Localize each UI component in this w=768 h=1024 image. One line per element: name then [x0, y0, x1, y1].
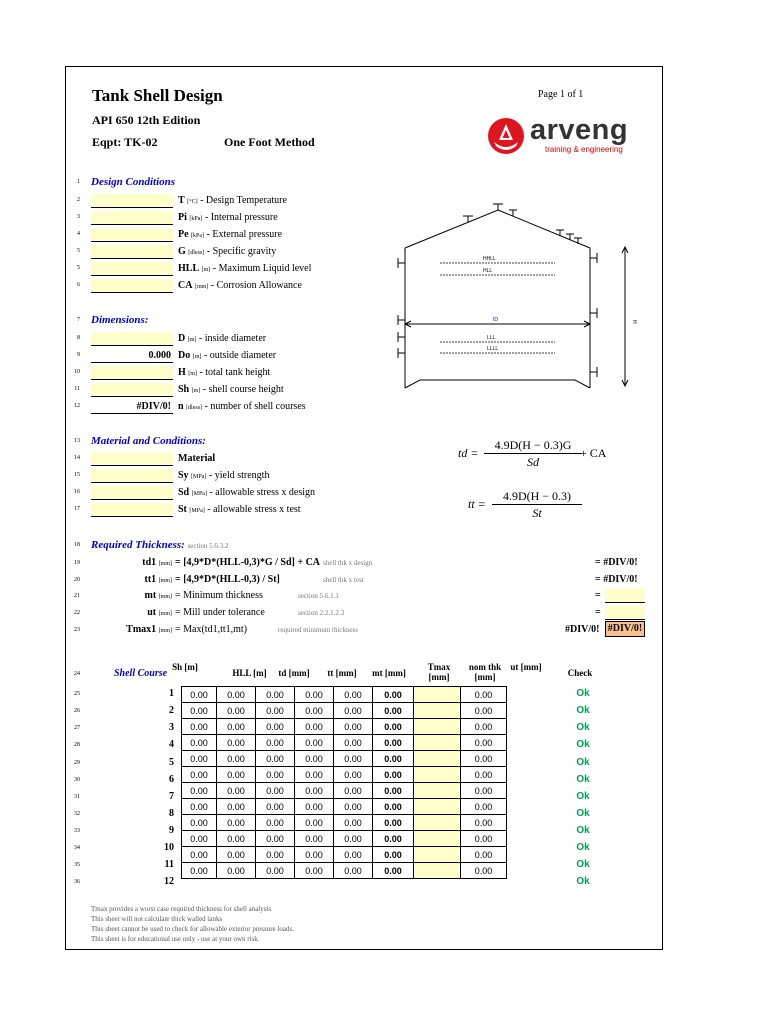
td-formula-numerator: 4.9D(H − 0.3)G — [484, 438, 582, 454]
cell-ut: 0.00 — [461, 719, 507, 735]
cell-ut: 0.00 — [461, 735, 507, 751]
row-number: 9 — [77, 352, 80, 358]
row-number: 35 — [74, 862, 80, 868]
cell-mt: 0.00 — [334, 799, 373, 815]
required-result: = #DIV/0! — [595, 557, 638, 568]
required-result: = — [595, 607, 601, 618]
material-heading: Material and Conditions: — [91, 435, 206, 447]
cell-tt: 0.00 — [295, 815, 334, 831]
required-equation: = Minimum thickness — [175, 590, 263, 601]
row-number: 13 — [74, 438, 80, 444]
table-row — [182, 703, 507, 719]
course-number: 8 — [169, 808, 174, 819]
dimension-input-cell[interactable] — [91, 383, 173, 397]
check-status: Ok — [576, 757, 590, 768]
shell-course-table — [181, 686, 507, 879]
material-input-cell[interactable] — [91, 469, 173, 483]
cell-hll: 0.00 — [217, 735, 256, 751]
row-number: 7 — [77, 317, 80, 323]
course-number: 12 — [164, 876, 174, 887]
cell-ut: 0.00 — [461, 847, 507, 863]
cell-tt: 0.00 — [295, 687, 334, 703]
cell-mt: 0.00 — [334, 815, 373, 831]
required-result: = — [595, 590, 601, 601]
check-status: Ok — [576, 722, 590, 733]
material-label: Sd [MPa] - allowable stress x design — [178, 487, 316, 498]
id-label: ID — [493, 317, 498, 323]
cell-hll: 0.00 — [217, 703, 256, 719]
table-row — [182, 799, 507, 815]
cell-tmax: 0.00 — [373, 847, 414, 863]
row-number: 6 — [77, 282, 80, 288]
column-header: mt [mm] — [372, 668, 406, 678]
dimension-label: Sh [m] - shell course height — [178, 384, 284, 395]
cell-sh: 0.00 — [182, 767, 217, 783]
check-status: Ok — [576, 859, 590, 870]
cell-sh: 0.00 — [182, 815, 217, 831]
course-number: 10 — [164, 842, 174, 853]
cell-ut: 0.00 — [461, 703, 507, 719]
cell-ut: 0.00 — [461, 751, 507, 767]
cell-ut: 0.00 — [461, 831, 507, 847]
course-number: 9 — [169, 825, 174, 836]
method-label: One Foot Method — [224, 135, 315, 149]
table-row — [182, 767, 507, 783]
row-number: 16 — [74, 489, 80, 495]
design-label: G [dless] - Specific gravity — [178, 246, 277, 257]
nom-thk-input-cell[interactable] — [414, 687, 461, 703]
row-number: 23 — [74, 627, 80, 633]
required-equation: = [4,9*D*(HLL-0,3) / St] — [175, 574, 280, 585]
material-label: St [MPa] - allowable stress x test — [178, 504, 301, 515]
design-input-cell[interactable] — [91, 245, 173, 259]
required-symbol: tt1 [mm] — [144, 574, 172, 585]
cell-td: 0.00 — [256, 687, 295, 703]
cell-hll: 0.00 — [217, 863, 256, 879]
shell-course-heading: Shell Course — [114, 668, 168, 679]
course-number: 6 — [169, 774, 174, 785]
nom-thk-input-cell[interactable] — [414, 767, 461, 783]
required-input-cell[interactable] — [605, 605, 645, 620]
llll-label: LLLL — [487, 346, 499, 352]
row-number: 34 — [74, 845, 80, 851]
cell-td: 0.00 — [256, 783, 295, 799]
cell-tt: 0.00 — [295, 735, 334, 751]
row-number: 26 — [74, 708, 80, 714]
cell-sh: 0.00 — [182, 799, 217, 815]
row-number: 33 — [74, 828, 80, 834]
nom-thk-input-cell[interactable] — [414, 735, 461, 751]
cell-tmax: 0.00 — [373, 703, 414, 719]
table-row — [182, 863, 507, 879]
nom-thk-input-cell[interactable] — [414, 847, 461, 863]
dimension-label: D [m] - inside diameter — [178, 333, 267, 344]
cell-td: 0.00 — [256, 703, 295, 719]
cell-tt: 0.00 — [295, 703, 334, 719]
required-note: required minimum thickness — [278, 626, 359, 634]
cell-tmax: 0.00 — [373, 799, 414, 815]
check-status: Ok — [576, 774, 590, 785]
row-number: 32 — [74, 811, 80, 817]
course-number: 1 — [169, 688, 174, 699]
required-equation: = Max(td1,tt1,mt) — [175, 624, 248, 635]
cell-tmax: 0.00 — [373, 783, 414, 799]
cell-tmax: 0.00 — [373, 831, 414, 847]
dimension-input-cell[interactable] — [91, 366, 173, 380]
table-row — [182, 815, 507, 831]
cell-tt: 0.00 — [295, 863, 334, 879]
td-formula-denominator: Sd — [527, 455, 539, 469]
tt-formula-denominator: St — [532, 506, 542, 520]
cell-tmax: 0.00 — [373, 815, 414, 831]
check-status: Ok — [576, 808, 590, 819]
row-number: 19 — [74, 560, 80, 566]
row-number: 3 — [77, 214, 80, 220]
dimension-label: H [m] - total tank height — [178, 367, 271, 378]
cell-td: 0.00 — [256, 863, 295, 879]
row-number: 15 — [74, 472, 80, 478]
check-status: Ok — [576, 842, 590, 853]
edition-label: API 650 12th Edition — [92, 113, 201, 127]
row-number: 17 — [74, 506, 80, 512]
row-number: 21 — [74, 593, 80, 599]
cell-tt: 0.00 — [295, 783, 334, 799]
course-number: 3 — [169, 722, 174, 733]
design-input-cell[interactable] — [91, 194, 173, 208]
cell-td: 0.00 — [256, 847, 295, 863]
dimension-input-cell[interactable]: #DIV/0! — [91, 400, 173, 414]
cell-ut: 0.00 — [461, 799, 507, 815]
cell-td: 0.00 — [256, 799, 295, 815]
cell-tt: 0.00 — [295, 719, 334, 735]
tmax-result-cell[interactable]: #DIV/0! — [605, 621, 645, 637]
tt-formula-lhs: tt = — [468, 497, 486, 511]
td-formula-tail: + CA — [580, 446, 607, 460]
check-status: Ok — [576, 739, 590, 750]
cell-hll: 0.00 — [217, 831, 256, 847]
nom-thk-input-cell[interactable] — [414, 751, 461, 767]
cell-mt: 0.00 — [334, 687, 373, 703]
row-number: 2 — [77, 197, 80, 203]
cell-sh: 0.00 — [182, 687, 217, 703]
h-label: H — [631, 320, 637, 324]
design-input-cell[interactable] — [91, 279, 173, 293]
required-symbol: mt [mm] — [144, 590, 172, 601]
logo-subtitle: training & engineering — [545, 145, 623, 154]
column-header: tt [mm] — [327, 668, 357, 678]
check-status: Ok — [576, 876, 590, 887]
design-label: T [°C] - Design Temperature — [178, 195, 287, 206]
tank-diagram — [390, 200, 640, 395]
nom-thk-input-cell[interactable] — [414, 863, 461, 879]
nom-thk-input-cell[interactable] — [414, 799, 461, 815]
cell-td: 0.00 — [256, 719, 295, 735]
design-label: Pi [kPa] - Internal pressure — [178, 212, 278, 223]
cell-hll: 0.00 — [217, 783, 256, 799]
cell-sh: 0.00 — [182, 831, 217, 847]
row-number: 12 — [74, 403, 80, 409]
course-number: 2 — [169, 705, 174, 716]
design-input-cell[interactable] — [91, 211, 173, 225]
cell-ut: 0.00 — [461, 783, 507, 799]
cell-tt: 0.00 — [295, 799, 334, 815]
required-equation: = [4,9*D*(HLL-0,3)*G / Sd] + CA — [175, 557, 321, 568]
table-row — [182, 831, 507, 847]
dimension-label: n [dless] - number of shell courses — [178, 401, 306, 412]
column-header: Check — [567, 668, 593, 678]
cell-mt: 0.00 — [334, 831, 373, 847]
cell-tt: 0.00 — [295, 767, 334, 783]
row-number: 27 — [74, 725, 80, 731]
hhll-label: HHLL — [483, 256, 496, 262]
cell-sh: 0.00 — [182, 751, 217, 767]
check-status: Ok — [576, 688, 590, 699]
cell-td: 0.00 — [256, 831, 295, 847]
cell-ut: 0.00 — [461, 687, 507, 703]
course-number: 4 — [169, 739, 174, 750]
nom-thk-input-cell[interactable] — [414, 719, 461, 735]
footnote: This sheet is for educational use only - use at your own risk. — [91, 935, 260, 943]
footnote: This sheet cannot be used to check for allowable exterior pressure loads. — [91, 925, 294, 933]
design-label: Pe [kPa] - External pressure — [178, 229, 283, 240]
cell-hll: 0.00 — [217, 719, 256, 735]
check-status: Ok — [576, 791, 590, 802]
nom-thk-input-cell[interactable] — [414, 831, 461, 847]
cell-hll: 0.00 — [217, 847, 256, 863]
cell-mt: 0.00 — [334, 703, 373, 719]
required-note: shell thk x design — [323, 559, 373, 567]
row-number: 1 — [77, 179, 80, 185]
column-header: HLL [m] — [232, 668, 267, 678]
required-note: section 2.2.1.2.3 — [298, 609, 345, 617]
cell-tt: 0.00 — [295, 847, 334, 863]
cell-sh: 0.00 — [182, 703, 217, 719]
required-equation: = Mill under tolerance — [175, 607, 265, 618]
nom-thk-input-cell[interactable] — [414, 815, 461, 831]
column-header: Tmax [mm] — [427, 662, 451, 682]
table-row — [182, 735, 507, 751]
cell-hll: 0.00 — [217, 799, 256, 815]
required-symbol: ut [mm] — [147, 607, 172, 618]
cell-ut: 0.00 — [461, 863, 507, 879]
required-input-cell[interactable] — [605, 588, 645, 603]
cell-sh: 0.00 — [182, 863, 217, 879]
page-number: Page 1 of 1 — [538, 89, 584, 100]
course-number: 7 — [169, 791, 174, 802]
cell-tmax: 0.00 — [373, 767, 414, 783]
footnote: This sheet will not calculate thick walled tanks — [91, 915, 223, 923]
required-symbol: td1 [mm] — [142, 557, 172, 568]
column-header: Sh [m] — [172, 662, 198, 672]
nom-thk-input-cell[interactable] — [414, 703, 461, 719]
design-input-cell[interactable] — [91, 228, 173, 242]
cell-sh: 0.00 — [182, 783, 217, 799]
design-input-cell[interactable] — [91, 262, 173, 276]
cell-hll: 0.00 — [217, 687, 256, 703]
design-conditions-heading: Design Conditions — [91, 176, 176, 188]
hll-label: HLL — [483, 268, 493, 274]
check-status: Ok — [576, 825, 590, 836]
required-note: shell thk x test — [323, 576, 364, 584]
row-number: 24 — [74, 671, 80, 677]
cell-td: 0.00 — [256, 815, 295, 831]
equipment-label: Eqpt: TK-02 — [92, 135, 158, 149]
column-header: nom thk [mm] — [468, 662, 502, 682]
dimension-input-cell[interactable] — [91, 332, 173, 346]
table-row — [182, 847, 507, 863]
row-number: 8 — [77, 335, 80, 341]
cell-tmax: 0.00 — [373, 751, 414, 767]
cell-tmax: 0.00 — [373, 863, 414, 879]
cell-tt: 0.00 — [295, 751, 334, 767]
page-title: Tank Shell Design — [92, 86, 223, 105]
dimensions-heading: Dimensions: — [91, 314, 149, 326]
cell-sh: 0.00 — [182, 735, 217, 751]
design-label: HLL [m] - Maximum Liquid level — [178, 263, 312, 274]
lll-label: LLL — [487, 335, 496, 341]
cell-mt: 0.00 — [334, 847, 373, 863]
cell-tmax: 0.00 — [373, 687, 414, 703]
cell-mt: 0.00 — [334, 783, 373, 799]
required-result: #DIV/0! — [565, 624, 600, 635]
cell-td: 0.00 — [256, 751, 295, 767]
row-number: 25 — [74, 691, 80, 697]
table-row — [182, 687, 507, 703]
row-number: 36 — [74, 879, 80, 885]
arveng-logo-icon — [486, 116, 526, 156]
material-label: Material — [178, 453, 216, 464]
material-label: Sy [MPa] - yield strength — [178, 470, 270, 481]
cell-mt: 0.00 — [334, 735, 373, 751]
cell-td: 0.00 — [256, 767, 295, 783]
dimension-input-cell[interactable]: 0.000 — [91, 349, 173, 363]
row-number: 14 — [74, 455, 80, 461]
table-row — [182, 719, 507, 735]
cell-tmax: 0.00 — [373, 719, 414, 735]
row-number: 18 — [74, 542, 80, 548]
cell-ut: 0.00 — [461, 815, 507, 831]
row-number: 5 — [77, 265, 80, 271]
logo-name: arveng — [530, 114, 629, 146]
material-input-cell[interactable] — [91, 503, 173, 517]
row-number: 29 — [74, 760, 80, 766]
table-row — [182, 751, 507, 767]
column-header: ut [mm] — [510, 662, 542, 672]
cell-sh: 0.00 — [182, 847, 217, 863]
column-header: td [mm] — [278, 668, 310, 678]
cell-td: 0.00 — [256, 735, 295, 751]
cell-hll: 0.00 — [217, 751, 256, 767]
cell-hll: 0.00 — [217, 767, 256, 783]
cell-mt: 0.00 — [334, 719, 373, 735]
course-number: 11 — [164, 859, 174, 870]
row-number: 30 — [74, 777, 80, 783]
row-number: 10 — [74, 369, 80, 375]
required-note: section 5.6.1.1 — [298, 592, 339, 600]
material-input-cell[interactable] — [91, 486, 173, 500]
tt-formula-numerator: 4.9D(H − 0.3) — [492, 489, 582, 505]
row-number: 4 — [77, 231, 80, 237]
table-row — [182, 783, 507, 799]
row-number: 31 — [74, 794, 80, 800]
required-result: = #DIV/0! — [595, 574, 638, 585]
row-number: 5 — [77, 248, 80, 254]
row-number: 11 — [74, 386, 80, 392]
cell-tt: 0.00 — [295, 831, 334, 847]
cell-sh: 0.00 — [182, 719, 217, 735]
dimension-label: Do [m] - outside diameter — [178, 350, 277, 361]
td-formula-lhs: td = — [458, 446, 479, 460]
cell-mt: 0.00 — [334, 751, 373, 767]
cell-hll: 0.00 — [217, 815, 256, 831]
check-status: Ok — [576, 705, 590, 716]
cell-mt: 0.00 — [334, 767, 373, 783]
footnote: Tmax provides a worst case required thickness for shell analysis — [91, 905, 272, 913]
row-number: 20 — [74, 577, 80, 583]
row-number: 22 — [74, 610, 80, 616]
row-number: 28 — [74, 742, 80, 748]
cell-mt: 0.00 — [334, 863, 373, 879]
required-thickness-heading: Required Thickness: section 5.6.3.2 — [91, 539, 229, 551]
required-symbol: Tmax1 [mm] — [126, 624, 172, 635]
cell-ut: 0.00 — [461, 767, 507, 783]
course-number: 5 — [169, 757, 174, 768]
design-label: CA [mm] - Corrosion Allowance — [178, 280, 302, 291]
material-input-cell[interactable] — [91, 452, 173, 466]
nom-thk-input-cell[interactable] — [414, 783, 461, 799]
cell-tmax: 0.00 — [373, 735, 414, 751]
